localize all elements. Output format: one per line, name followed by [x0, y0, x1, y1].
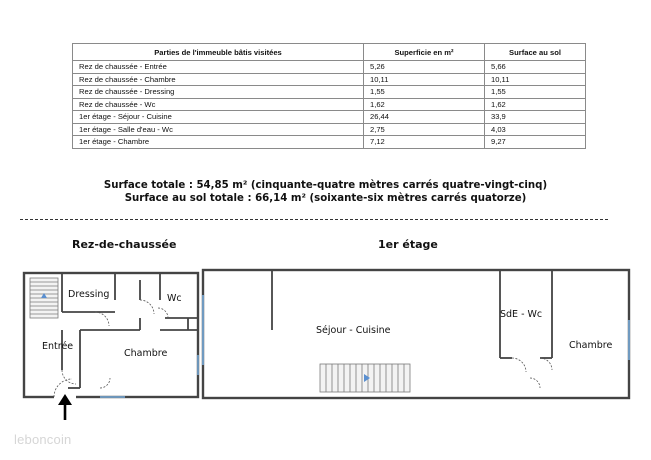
areas-table — [72, 43, 586, 149]
table-row — [73, 61, 586, 74]
cell-surface-sol: 5,66 — [485, 61, 586, 74]
room-label-chambre-etage: Chambre — [569, 340, 613, 351]
cell-room: Rez de chaussée - Chambre — [73, 73, 364, 86]
cell-room: Rez de chaussée - Wc — [73, 98, 364, 111]
section-divider — [20, 219, 608, 220]
areas-table-wrapper — [72, 43, 586, 149]
table-row — [73, 73, 586, 86]
table-row — [73, 123, 586, 136]
ground-stairs — [30, 278, 58, 318]
leboncoin-watermark: leboncoin — [14, 432, 72, 447]
cell-room: 1er étage - Séjour - Cuisine — [73, 111, 364, 124]
cell-surface-sol: 9,27 — [485, 136, 586, 149]
cell-superficie: 26,44 — [364, 111, 485, 124]
room-label-chambre-rdc: Chambre — [124, 348, 168, 359]
room-label-entree: Entrée — [42, 341, 74, 352]
ground-doors — [62, 300, 168, 388]
header-superficie: Superficie en m² — [364, 44, 485, 61]
cell-room: 1er étage - Chambre — [73, 136, 364, 149]
header-parties: Parties de l'immeuble bâtis visitées — [73, 44, 364, 61]
surface-sol-text: Surface au sol totale : 66,14 m² (soixante-six mètres carrés quatorze) — [124, 193, 527, 204]
cell-superficie: 2,75 — [364, 123, 485, 136]
first-doors — [512, 358, 552, 388]
cell-surface-sol: 1,62 — [485, 98, 586, 111]
room-label-sejour: Séjour - Cuisine — [316, 325, 391, 336]
first-floor-plan — [203, 270, 629, 398]
cell-surface-sol: 10,11 — [485, 73, 586, 86]
cell-surface-sol: 4,03 — [485, 123, 586, 136]
room-label-dressing: Dressing — [68, 289, 110, 300]
cell-superficie: 10,11 — [364, 73, 485, 86]
header-surface-sol: Surface au sol — [485, 44, 586, 61]
table-row — [73, 98, 586, 111]
first-stairs — [320, 364, 410, 392]
cell-superficie: 5,26 — [364, 61, 485, 74]
first-outer-wall — [203, 270, 629, 398]
cell-surface-sol: 1,55 — [485, 86, 586, 99]
cell-superficie: 1,62 — [364, 98, 485, 111]
room-label-sde: SdE - Wc — [500, 309, 543, 320]
cell-surface-sol: 33,9 — [485, 111, 586, 124]
cell-room: Rez de chaussée - Dressing — [73, 86, 364, 99]
table-header-row — [73, 44, 586, 61]
table-row — [73, 136, 586, 149]
cell-room: Rez de chaussée - Entrée — [73, 61, 364, 74]
table-row — [73, 111, 586, 124]
ground-windows — [100, 355, 198, 397]
cell-superficie: 1,55 — [364, 86, 485, 99]
cell-room: 1er étage - Salle d'eau - Wc — [73, 123, 364, 136]
cell-superficie: 7,12 — [364, 136, 485, 149]
floor-plans — [0, 260, 651, 430]
room-label-wc: Wc — [167, 293, 182, 304]
surface-totale-text: Surface totale : 54,85 m² (cinquante-quatre mètres carrés quatre-vingt-cinq) — [103, 180, 548, 191]
table-row — [73, 86, 586, 99]
ground-floor-title: Rez-de-chaussée — [72, 238, 177, 251]
first-floor-title: 1er étage — [378, 238, 438, 251]
